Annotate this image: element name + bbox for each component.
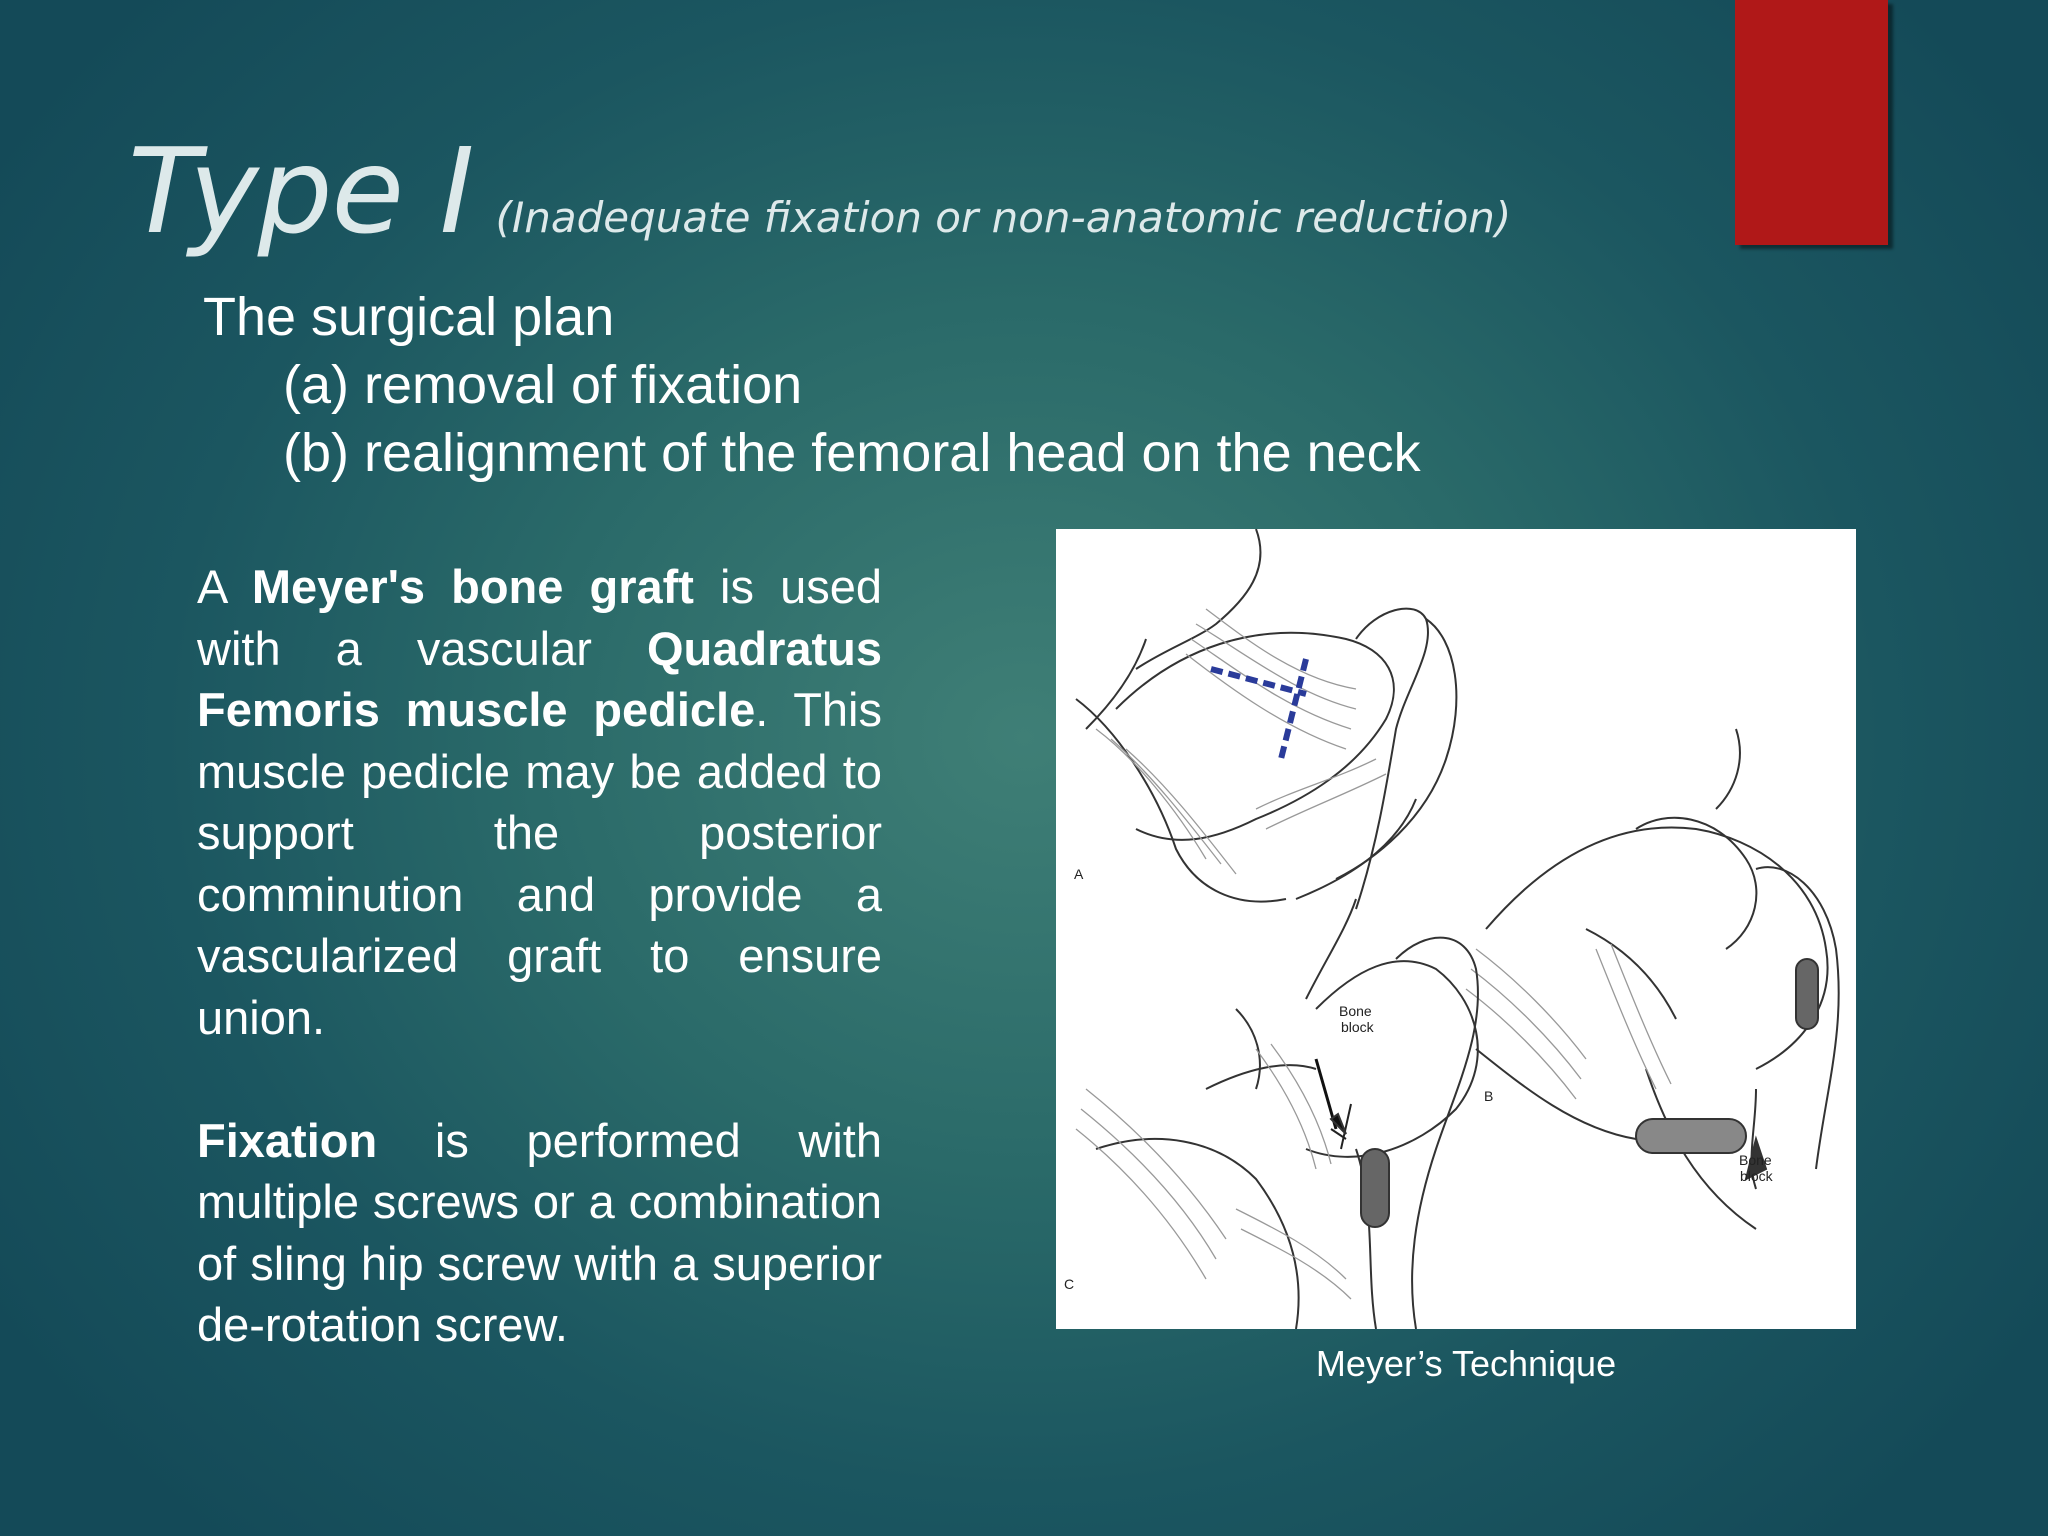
paragraph-graft: A Meyer's bone graft is used with a vascular Quadratus Femoris muscle pedicle. This muscle pedicle may be added to support the posterior comminution and provide a vascularized graft to ensure union. (197, 560, 882, 1044)
incision-lines (1211, 659, 1306, 759)
title-subtitle: (Inadequate fixation or non-anatomic reduction) (495, 193, 1512, 242)
plan-item-b: (b) realignment of the femoral head on the neck (283, 423, 1421, 483)
bold-meyers-graft: Meyer's bone graft (251, 560, 694, 613)
bone-block-label-b-line1: Bone (1739, 1152, 1772, 1168)
bone-block-label-b-line2: block (1740, 1168, 1773, 1184)
panel-c-screw-hole (1361, 1149, 1389, 1227)
plan-item-a: (a) removal of fixation (283, 355, 803, 415)
title-main: Type I (128, 122, 474, 260)
bone-block-label-c-line1: Bone (1339, 1003, 1372, 1019)
plan-heading: The surgical plan (203, 287, 615, 347)
panel-c-label: C (1064, 1276, 1075, 1292)
figure-caption: Meyer’s Technique (1315, 1343, 1617, 1384)
meyer-technique-figure (1056, 529, 1856, 1329)
bone-block-label-c-line2: block (1341, 1019, 1374, 1035)
body-text (197, 556, 882, 1356)
accent-bar (1735, 0, 1888, 245)
surgical-plan (203, 283, 1421, 487)
panel-c-fibers (1076, 1044, 1351, 1299)
bold-fixation: Fixation (197, 1113, 378, 1167)
panel-c-drawing (1096, 899, 1478, 1329)
panel-a-label: A (1074, 866, 1084, 882)
bold-quadratus: Quadratus Femoris muscle pedicle (197, 621, 882, 736)
panel-b-screw-hole (1796, 959, 1818, 1029)
anatomy-illustration (1056, 529, 1856, 1329)
panel-a-drawing (1076, 529, 1456, 909)
paragraph-fixation: Fixation is performed with multiple screws or a combination of sling hip screw with a superior de-rotation screw. (197, 1113, 882, 1351)
slide-title (128, 122, 1511, 260)
panel-a-fibers (1096, 609, 1386, 874)
panel-b-label: B (1484, 1088, 1494, 1104)
panel-b-bone-block (1636, 1119, 1746, 1153)
